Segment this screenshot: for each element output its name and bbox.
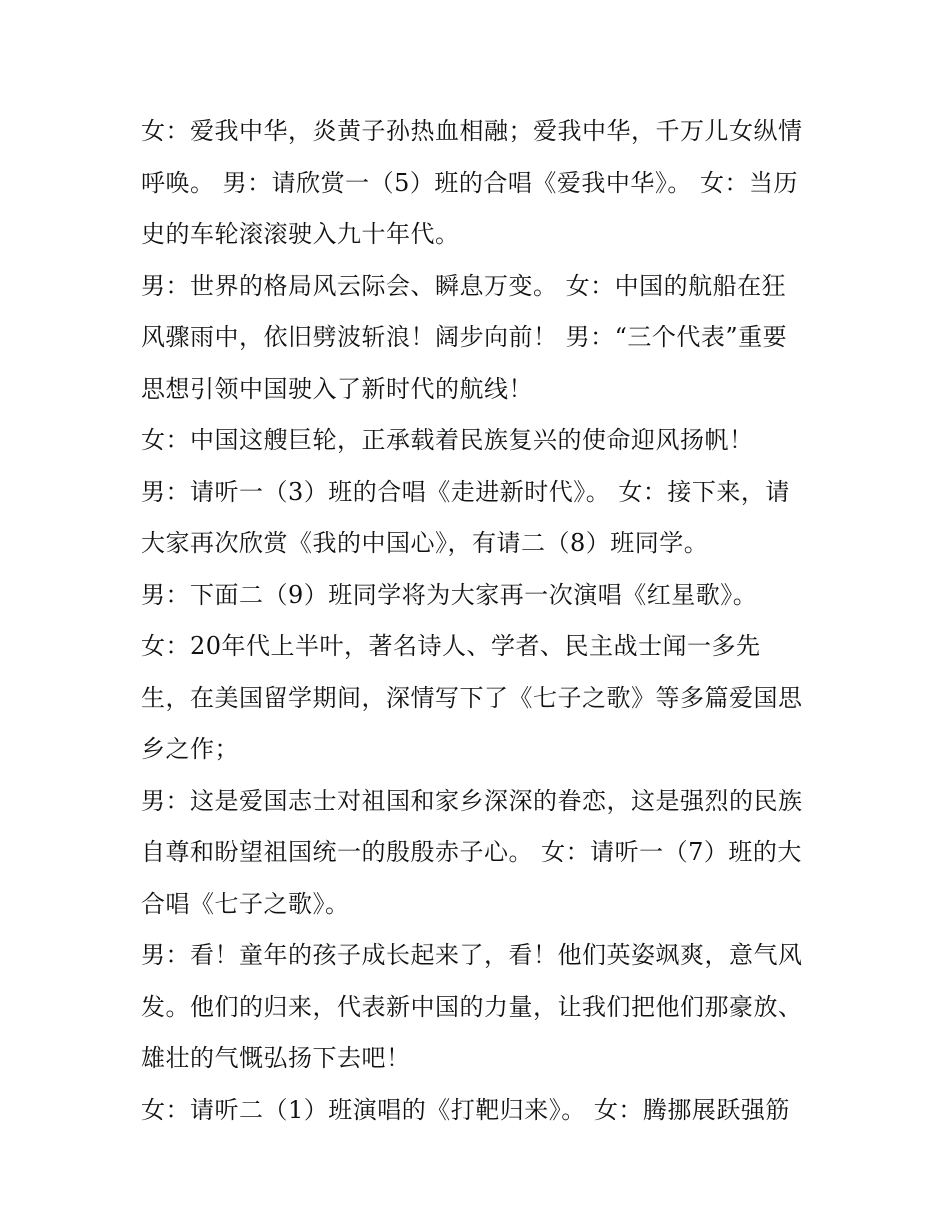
text-line: 呼唤。 男：请欣赏一（5）班的合唱《爱我中华》。 女：当历	[141, 168, 799, 197]
text-line: 男：这是爱国志士对祖国和家乡深深的眷恋，这是强烈的民族	[141, 786, 803, 815]
text-line: 合唱《七子之歌》。	[141, 889, 350, 918]
text-line: 发。他们的归来，代表新中国的力量，让我们把他们那豪放、	[141, 992, 803, 1021]
text-line: 风骤雨中，依旧劈波斩浪！阔步向前！ 男：“三个代表”重要	[141, 323, 788, 351]
document-body	[141, 106, 821, 1136]
text-line: 乡之作；	[141, 735, 239, 763]
text-line: 男：世界的格局风云际会、瞬息万变。 女：中国的航船在狂	[141, 271, 787, 300]
text-line: 女：爱我中华，炎黄子孙热血相融；爱我中华，千万儿女纵情	[141, 117, 803, 145]
text-line: 大家再次欣赏《我的中国心》，有请二（8）班同学。	[141, 529, 709, 557]
text-line: 雄壮的气慨弘扬下去吧！	[141, 1044, 411, 1072]
text-line: 史的车轮滚滚驶入九十年代。	[141, 220, 460, 248]
text-line: 生，在美国留学期间，深情写下了《七子之歌》等多篇爱国思	[141, 683, 803, 712]
text-line: 女：20年代上半叶，著名诗人、学者、民主战士闻一多先	[141, 632, 761, 660]
text-line: 男：下面二（9）班同学将为大家再一次演唱《红星歌》。	[141, 580, 758, 609]
text-line: 女：请听二（1）班演唱的《打靶归来》。 女：腾挪展跃强筋	[141, 1095, 790, 1124]
text-line: 女：中国这艘巨轮，正承载着民族复兴的使命迎风扬帆！	[141, 426, 754, 454]
text-line: 男：看！童年的孩子成长起来了，看！他们英姿飒爽，意气风	[141, 941, 803, 969]
text-line: 男：请听一（3）班的合唱《走进新时代》。 女：接下来，请	[141, 477, 790, 506]
text-line: 自尊和盼望祖国统一的殷殷赤子心。 女：请听一（7）班的大	[141, 838, 802, 866]
text-line: 思想引领中国驶入了新时代的航线！	[141, 374, 533, 403]
